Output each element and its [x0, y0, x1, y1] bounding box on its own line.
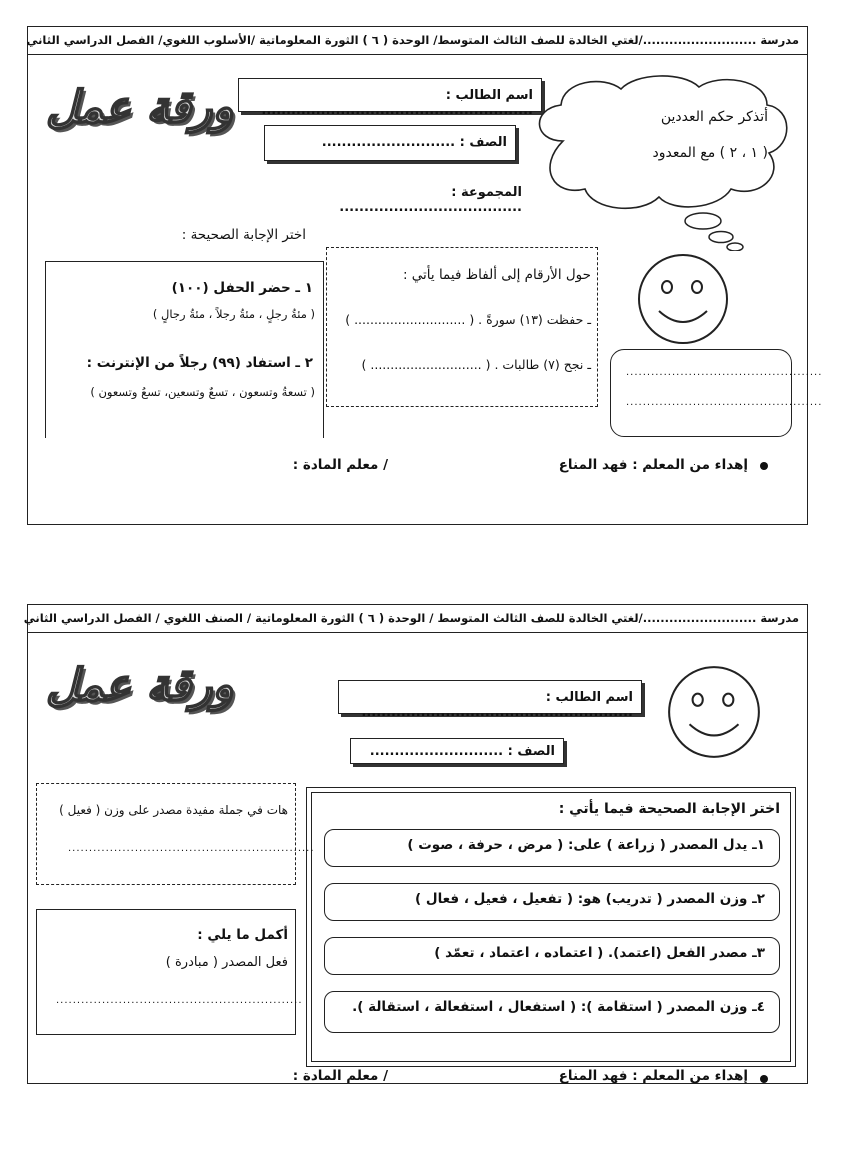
bullet-icon	[760, 462, 768, 470]
worksheet-title: ورقة عمل	[46, 82, 234, 133]
mcq-instruction: اختر الإجابة الصحيحة فيما يأتي :	[558, 801, 780, 817]
footer-teacher: / معلم المادة :	[292, 1068, 388, 1084]
q1-options[interactable]: ( مئةُ رجلٍ ، مئةُ رجلاً ، مئةُ رجالٍ )	[152, 307, 315, 321]
sentence-answer-line[interactable]: ...........................................................	[68, 843, 315, 854]
q2-options[interactable]: ( تسعةُ وتسعون ، تسعٌ وتسعين، تسعُ وتسعون )	[90, 385, 315, 399]
answer-line-2[interactable]: ...............................................	[626, 397, 823, 408]
answer-box[interactable]	[610, 349, 792, 437]
sentence-task-text: هات في جملة مفيدة مصدر على وزن ( فعيل )	[59, 803, 288, 817]
mcq-question-3[interactable]: ٣ـ مصدر الفعل (اعتمد). ( اعتماده ، اعتماد ، تعمّد )	[324, 937, 780, 975]
footer-gift: إهداء من المعلم : فهد المناع	[558, 1068, 748, 1084]
sheet-header: مدرسة ........................../لغتي الخالدة للصف الثالث المتوسط / الوحدة ( ٦ ) الثورة المعلوماتية / الصنف اللغوي / الفصل الدراسي الثاني	[28, 605, 807, 633]
thought-cloud-icon	[523, 71, 795, 251]
convert-item-1[interactable]: ـ حفظت (١٣) سورةً . ( ............................ )	[345, 312, 591, 327]
mcq-question-1[interactable]: ١ـ يدل المصدر ( زراعة ) على: ( مرض ، حرفة ، صوت )	[324, 829, 780, 867]
student-name-field[interactable]	[338, 680, 642, 720]
mcq-question-2[interactable]: ٢ـ وزن المصدر ( تدريب) هو: ( تفعيل ، فعيل ، فعال )	[324, 883, 780, 921]
mcq-question-4[interactable]: ٤ـ وزن المصدر ( استقامة ): ( استفعال ، استفعالة ، استقالة ).	[324, 991, 780, 1033]
answer-line-1[interactable]: ...............................................	[626, 367, 823, 378]
thought-line-2: ( ١ ، ٢ ) مع المعدود	[652, 145, 768, 161]
smiley-face-icon	[633, 249, 733, 349]
q1-title: ١ ـ حضر الحفل (١٠٠)	[171, 280, 313, 296]
sheet-header: مدرسة ........................../لغتي الخالدة للصف الثالث المتوسط/ الوحدة ( ٦ ) الثورة المعلوماتية /الأسلوب اللغوي/ الفصل الدراسي الثاني	[28, 27, 807, 55]
footer-teacher: / معلم المادة :	[292, 457, 388, 473]
sentence-task-box	[36, 783, 296, 885]
class-label: الصف : ...........................	[369, 744, 555, 759]
convert-item-2[interactable]: ـ نجح (٧) طالبات . ( ............................ )	[361, 357, 591, 372]
thought-line-1: أتذكر حكم العددين	[660, 109, 768, 125]
class-field[interactable]	[264, 125, 516, 161]
convert-title: حول الأرقام إلى ألفاظ فيما يأتي :	[402, 267, 591, 283]
q2-title: ٢ ـ استفاد (٩٩) رجلاً من الإنترنت :	[86, 355, 313, 371]
smiley-face-icon	[663, 661, 765, 763]
worksheet-title: ورقة عمل	[46, 660, 234, 711]
complete-item: فعل المصدر ( مبادرة )	[165, 955, 288, 970]
instruction-text: اختر الإجابة الصحيحة :	[181, 227, 306, 243]
complete-title: أكمل ما يلي :	[197, 927, 288, 943]
footer-gift: إهداء من المعلم : فهد المناع	[558, 457, 748, 473]
worksheet-bottom	[23, 604, 808, 1084]
bullet-icon	[760, 1075, 768, 1083]
student-name-field[interactable]	[238, 78, 542, 118]
class-field[interactable]	[350, 738, 564, 764]
group-field[interactable]: المجموعة : .....................................	[339, 185, 522, 215]
complete-answer-line[interactable]: ...........................................................	[56, 995, 303, 1006]
worksheet-top	[26, 26, 823, 525]
student-name-label: اسم الطالب : .......................................................	[361, 690, 633, 720]
student-name-label: اسم الطالب : .......................................................	[261, 88, 533, 118]
class-label: الصف : ...........................	[321, 135, 507, 150]
